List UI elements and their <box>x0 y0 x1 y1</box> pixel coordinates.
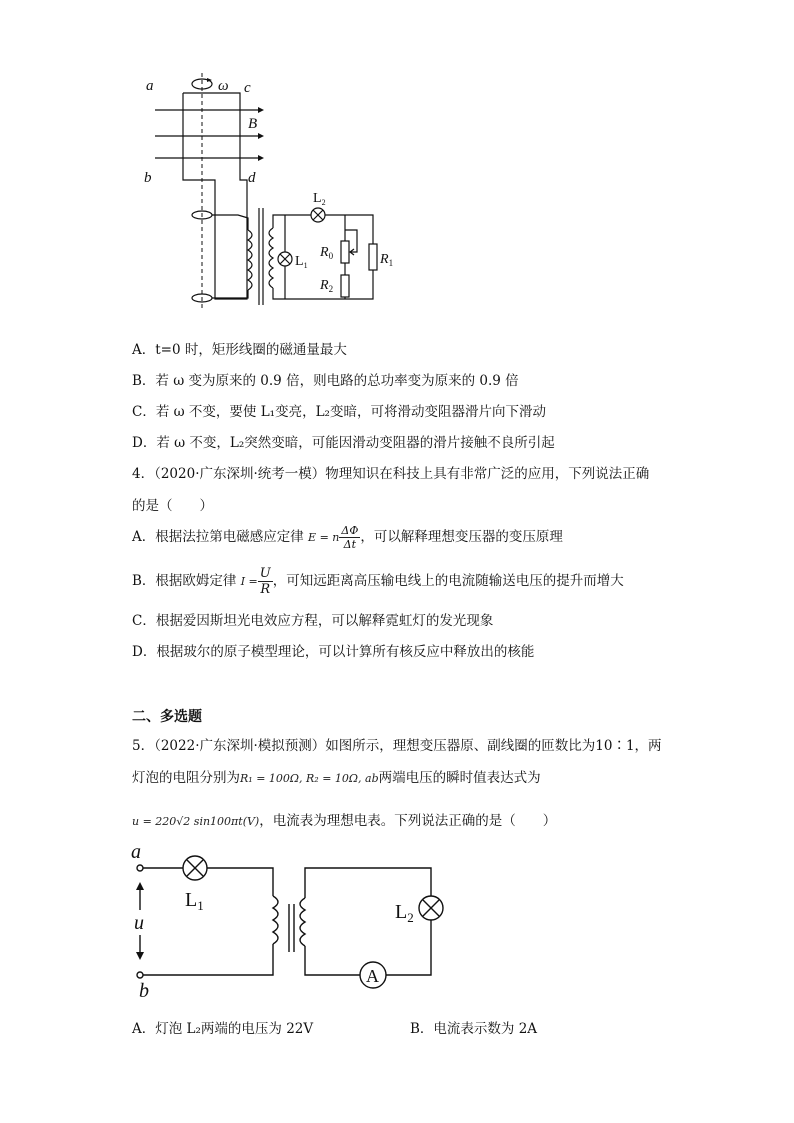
q4-option-a: A．根据法拉第电磁感应定律 E = n $\frac{\Delta\Phi}{\Delta t}$ ，可以解释理想变压器的变压原理 <box>132 524 563 551</box>
q4-option-c: C．根据爱因斯坦光电效应方程，可以解释霓虹灯的发光现象 <box>132 613 494 629</box>
fig2-label-L1: $L_1$ <box>185 889 204 913</box>
fig1-label-L2: $L_2$ <box>313 191 326 207</box>
figure-generator-circuit <box>130 70 420 315</box>
fig1-label-R0: $R_0$ <box>320 245 334 261</box>
fig1-label-L1: $L_1$ <box>295 254 308 270</box>
fig1-label-b: b <box>144 170 152 186</box>
q5-stem-line1: 5．（2022·广东深圳·模拟预测）如图所示，理想变压器原、副线圈的匝数比为10∶1，两 <box>132 738 662 754</box>
fig1-label-R1: $R_1$ <box>380 252 394 268</box>
q5-option-a: A．灯泡 L₂两端的电压为 22V <box>132 1021 314 1037</box>
fig1-label-R2: $R_2$ <box>320 278 334 294</box>
q3-option-b: B．若 ω 变为原来的 0.9 倍，则电路的总功率变为原来的 0.9 倍 <box>132 373 519 389</box>
q4-option-d: D．根据玻尔的原子模型理论，可以计算所有核反应中释放出的核能 <box>132 644 535 660</box>
fig2-label-L2: $L_2$ <box>395 901 414 925</box>
q4-stem-line2: 的是（ ） <box>132 498 213 514</box>
fig1-label-a: a <box>146 78 154 94</box>
fig2-label-u: u <box>134 912 144 934</box>
fig2-label-b: b <box>139 980 149 1002</box>
ammeter-label: A <box>366 966 379 986</box>
q4-option-b: B．根据欧姆定律 I = $\frac{U}{R}$ ，可知远距离高压输电线上的电流随输送电压的提升而增大 <box>132 566 624 597</box>
q4-stem-line1: 4．（2020·广东深圳·统考一模）物理知识在科技上具有非常广泛的应用，下列说法正确 <box>132 466 650 482</box>
fig2-label-a: a <box>131 841 141 863</box>
fig1-label-d: d <box>248 170 256 186</box>
fig1-label-B: B <box>248 116 258 132</box>
q5-stem-line3: u = 220√2 sin100πt(V)，电流表为理想电表。下列说法正确的是（ ） <box>132 813 557 829</box>
figure-transformer-circuit <box>125 840 465 1005</box>
fig1-label-c: c <box>244 80 251 96</box>
q3-option-c: C．若 ω 不变，要使 L₁变亮，L₂变暗，可将滑动变阻器滑片向下滑动 <box>132 404 546 420</box>
q3-option-d: D．若 ω 不变，L₂突然变暗，可能因滑动变阻器的滑片接触不良所引起 <box>132 435 555 451</box>
section-title: 二、多选题 <box>132 709 202 725</box>
fig1-label-omega: ω <box>218 78 229 94</box>
q5-stem-line2: 灯泡的电阻分别为R₁ = 100Ω, R₂ = 10Ω, ab两端电压的瞬时值表达式为 <box>132 770 541 786</box>
q3-option-a: A．t=0 时，矩形线圈的磁通量最大 <box>132 342 347 358</box>
q5-option-b: B．电流表示数为 2A <box>410 1021 538 1037</box>
